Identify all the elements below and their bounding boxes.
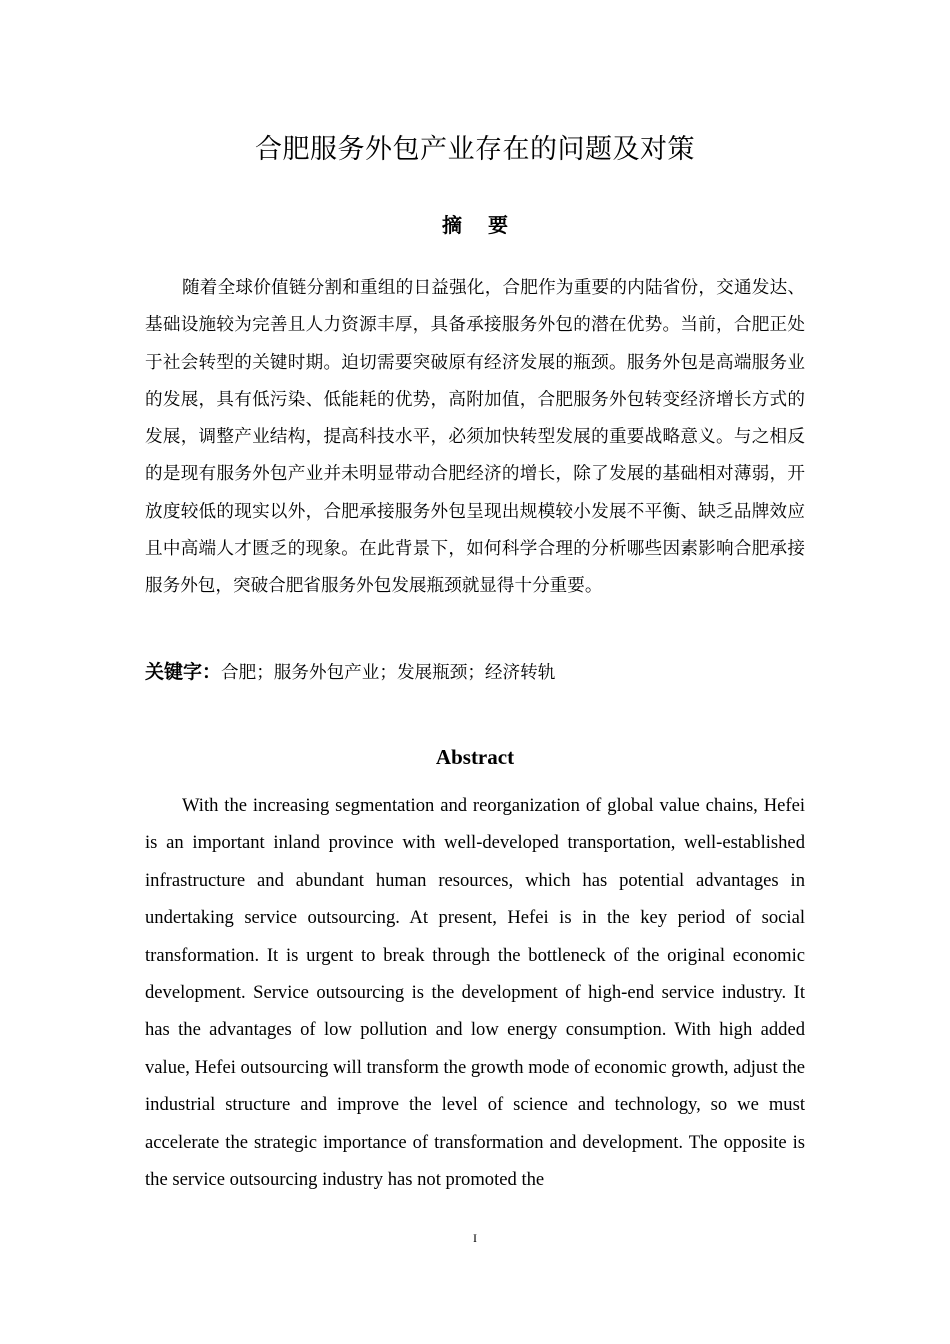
paper-title: 合肥服务外包产业存在的问题及对策 — [255, 134, 695, 165]
page-number: I — [473, 1231, 477, 1245]
chinese-abstract-body: 随着全球价值链分割和重组的日益强化，合肥作为重要的内陆省份，交通发达、基础设施较为完善且人力资源丰厚，具备承接服务外包的潜在优势。当前，合肥正处于社会转型的关键时期。迫切需要突破原有经济发展的瓶颈。服务外包是高端服务业的发展，具有低污染、低能耗的优势，高附加值，合肥服务外包转变经济增长方式的发展，调整产业结构，提高科技水平，必须加快转型发展的重要战略意义。与之相反的是现有服务外包产业并未明显带动合肥经济的增长，除了发展的基础相对薄弱，开放度较低的现实以外，合肥承接服务外包呈现出规模较小发展不平衡、缺乏品牌效应且中高端人才匮乏的现象。在此背景下，如何科学合理的分析哪些因素影响合肥承接服务外包，突破合肥省服务外包发展瓶颈就显得十分重要。 — [145, 278, 805, 597]
keywords-line — [145, 654, 805, 692]
keywords-label: 关键字： — [145, 661, 222, 683]
chinese-abstract-heading: 摘要 — [442, 213, 534, 237]
english-abstract-body: With the increasing segmentation and reorganization of global value chains, Hefei is an important inland province with well-developed transportation, well-established infrastructure and abundant human resources, which has potential advantages in undertaking service outsourcing. At present, Hefei is in the key period of social transformation. It is urgent to break through the bottleneck of the original economic development. Service outsourcing is the development of high-end service industry. It has the advantages of low pollution and low energy consumption. With high added value, Hefei outsourcing will transform the growth mode of economic growth, adjust the industrial structure and improve the level of science and technology, so we must accelerate the strategic importance of transformation and development. The opposite is the service outsourcing industry has not promoted the — [145, 795, 805, 1191]
keywords-text: 合肥；服务外包产业；发展瓶颈；经济转轨 — [221, 663, 556, 683]
english-abstract-heading: Abstract — [435, 745, 515, 769]
